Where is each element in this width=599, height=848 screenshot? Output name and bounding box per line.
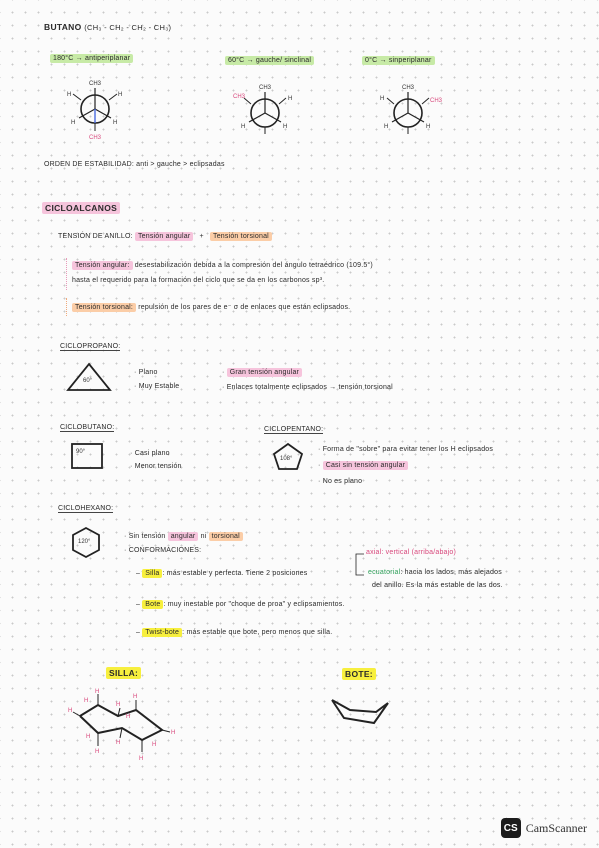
silla-h-8: H xyxy=(86,734,91,740)
camscanner-logo-icon: CS xyxy=(501,818,521,838)
silla-h-2: H xyxy=(84,698,89,704)
plus-sign: + xyxy=(199,233,204,240)
butano-title-text: BUTANO xyxy=(44,22,82,32)
ciclopentano-prop2: · Casi sin tensión angular xyxy=(318,462,408,469)
ciclopentano-prop3-text: No es plano xyxy=(322,478,363,485)
syn-h-2: H xyxy=(384,124,389,130)
ciclopentano-prop3: · No es plano xyxy=(318,478,363,485)
silla-heading: SILLA: xyxy=(106,667,141,679)
ciclopropano-title: CICLOPROPANO: xyxy=(60,343,121,350)
torsional-def-label: Tensión torsional: xyxy=(72,303,136,312)
silla-h-9: H xyxy=(95,749,100,755)
silla-h-3: H xyxy=(68,708,73,714)
ciclobutano-title: CICLOBUTANO: xyxy=(60,424,115,431)
ciclohexano-title: CICLOHEXANO: xyxy=(58,505,114,512)
silla-h-6: H xyxy=(126,714,131,720)
bote-text: muy inestable por "choque de proa" y eclipsamientos. xyxy=(167,601,345,608)
anti-ch3-bottom: CH3 xyxy=(89,135,102,141)
ciclohexano-torsional-tag: torsional xyxy=(209,532,243,541)
anti-h-1: H xyxy=(67,92,72,98)
axial-note xyxy=(366,549,456,556)
syn-h-1: H xyxy=(380,96,385,102)
silla-structure xyxy=(70,688,180,768)
silla-text: más estable y perfecta. Tiene 2 posiciones xyxy=(166,570,308,577)
angular-def-line1 xyxy=(72,262,373,269)
axial-text: axial: vertical (arriba/abajo) xyxy=(366,549,457,556)
silla-h-4: H xyxy=(116,702,121,708)
bote-row: – Bote : muy inestable por "choque de proa" y eclipsamientos. xyxy=(136,601,345,608)
gauche-ch3-top: CH3 xyxy=(259,85,272,91)
ciclobutano-prop2: · Menor tensión xyxy=(130,463,182,470)
silla-label: Silla xyxy=(142,569,162,578)
ciclopropano-note1: · Gran tensión angular xyxy=(222,369,302,376)
butano-formula: (CH₃ - CH₂ - CH₂ - CH₃) xyxy=(84,23,172,32)
ciclopropano-prop1: · Plano xyxy=(134,369,158,376)
camscanner-watermark xyxy=(501,818,587,838)
conformation-gauche: 60°C → gauche/ sinclinal xyxy=(225,56,314,65)
conformation-syn: 0°C → sinperiplanar xyxy=(362,56,435,65)
torsional-def xyxy=(72,303,350,311)
ecuatorial-row-2: del anillo. Es la más estable de las dos. xyxy=(372,582,503,589)
ciclopentano-prop2-text: Casi sin tensión angular xyxy=(323,461,409,470)
ciclopropano-angle: 60° xyxy=(83,378,93,384)
tension-torsional-tag: Tensión torsional xyxy=(210,232,272,241)
conformaciones-text: CONFORMACIONES: xyxy=(128,547,202,554)
ciclopropano-prop1-text: Plano xyxy=(138,369,158,376)
torsional-def-text: repulsión de los pares de e⁻ σ de enlaces que están eclipsados. xyxy=(138,304,351,311)
ciclobutano-square xyxy=(70,442,106,472)
newman-gauche-diagram xyxy=(235,78,295,138)
syn-ch3-right: CH3 xyxy=(430,98,443,104)
butano-title xyxy=(44,22,171,32)
angular-def-line2: hasta el requerido para la formación del ciclo que se da en los carbonos sp³. xyxy=(72,277,325,284)
tension-anillo-row xyxy=(58,233,272,240)
conformaciones-heading: · CONFORMACIONES: xyxy=(124,547,202,554)
twist-row: – Twist-bote : más estable que bote, pero menos que silla. xyxy=(136,629,333,636)
ciclopentano-angle: 108° xyxy=(280,456,293,462)
conformation-anti: 180°C → antiperiplanar xyxy=(50,54,133,63)
twist-text: más estable que bote, pero menos que silla. xyxy=(186,629,333,636)
ciclopentano-pentagon xyxy=(271,442,305,472)
angular-def-label: Tensión angular: xyxy=(72,261,133,270)
silla-h-10: H xyxy=(116,740,121,746)
ecuatorial-label: ecuatorial xyxy=(368,569,401,576)
angular-bracket xyxy=(66,258,71,290)
syn-ch3-top: CH3 xyxy=(402,85,415,91)
anti-h-2: H xyxy=(118,92,123,98)
ciclobutano-prop1: · Casi plano xyxy=(130,450,170,457)
tension-anillo-label: TENSIÓN DE ANILLO: xyxy=(58,233,133,240)
torsional-bracket xyxy=(66,298,71,316)
ciclopentano-prop1-text: Forma de "sobre" para evitar tener los H eclipsados xyxy=(322,446,494,453)
bote-heading: BOTE: xyxy=(342,668,376,680)
stability-order: ORDEN DE ESTABILIDAD: anti > gauche > eclipsadas xyxy=(44,161,225,168)
ciclopropano-prop2: · Muy Estable xyxy=(134,383,180,390)
ciclohexano-angle: 120° xyxy=(78,539,91,545)
ciclobutano-prop2-text: Menor tensión xyxy=(134,463,182,470)
bote-structure xyxy=(328,690,398,740)
syn-h-3: H xyxy=(426,124,431,130)
angular-def-text1: desestabilización debida a la compresión del ángulo tetraédrico (109.5°) xyxy=(134,262,373,269)
ecuatorial-text: : hacia los lados, más alejados xyxy=(400,569,502,576)
silla-h-7: H xyxy=(171,730,176,736)
twist-label: Twist-bote xyxy=(142,628,182,637)
anti-h-4: H xyxy=(113,120,118,126)
newman-syn-diagram xyxy=(378,78,448,138)
tension-angular-tag: Tensión angular xyxy=(135,232,193,241)
ciclohexano-sin-tension: Sin tensión xyxy=(128,533,166,540)
gauche-ch3-left: CH3 xyxy=(233,94,246,100)
gauche-h-1: H xyxy=(288,96,293,102)
ciclohexano-ni: ni xyxy=(200,533,207,540)
camscanner-logo-text: CamScanner xyxy=(525,820,587,835)
ecuatorial-row xyxy=(368,569,502,576)
silla-h-5: H xyxy=(133,694,138,700)
anti-h-3: H xyxy=(71,120,76,126)
silla-h-1: H xyxy=(95,689,100,695)
ciclopropano-note1-text: Gran tensión angular xyxy=(227,368,302,377)
newman-anti-diagram xyxy=(65,76,125,146)
ciclobutano-prop1-text: Casi plano xyxy=(134,450,170,457)
ciclohexano-angular-tag: angular xyxy=(168,532,199,541)
ciclopropano-triangle xyxy=(66,362,112,394)
ciclopropano-prop2-text: Muy Estable xyxy=(138,383,180,390)
ciclopentano-title: CICLOPENTANO: xyxy=(264,426,324,433)
ciclohexano-hexagon xyxy=(70,526,102,560)
ciclohexano-line1: · Sin tensión angular ni torsional xyxy=(124,533,243,540)
silla-h-12: H xyxy=(152,742,157,748)
silla-row: – Silla : más estable y perfecta. Tiene 2 posiciones xyxy=(136,570,308,577)
ciclopropano-note2-text: Enlaces totalmente eclipsados → tensión torsional xyxy=(226,384,393,391)
ciclopentano-prop1: · Forma de "sobre" para evitar tener los H eclipsados xyxy=(318,446,494,453)
silla-h-11: H xyxy=(139,756,144,762)
gauche-h-3: H xyxy=(283,124,288,130)
anti-ch3-top: CH3 xyxy=(89,81,102,87)
bote-label: Bote xyxy=(142,600,163,609)
positions-brace xyxy=(352,553,366,577)
gauche-h-2: H xyxy=(241,124,246,130)
ciclobutano-angle: 90° xyxy=(76,449,86,455)
cicloalcanos-title: CICLOALCANOS xyxy=(42,202,120,214)
ciclopropano-note2: · Enlaces totalmente eclipsados → tensión torsional xyxy=(222,384,393,391)
